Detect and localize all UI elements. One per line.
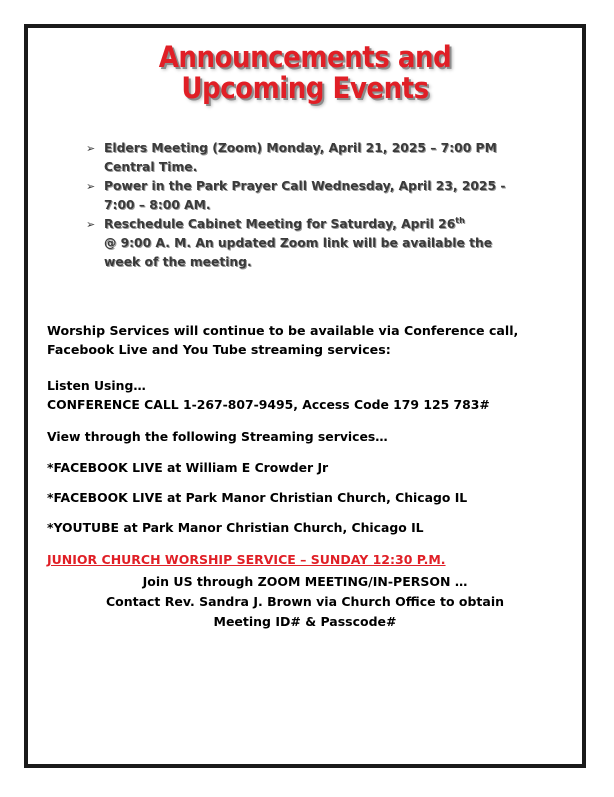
streaming-item-facebook-crowder: *FACEBOOK LIVE at William E Crowder Jr bbox=[47, 460, 329, 475]
worship-notice bbox=[47, 321, 577, 359]
announcement-item bbox=[86, 177, 556, 215]
announcement-line: week of the meeting. bbox=[104, 255, 252, 269]
announcement-line: 7:00 – 8:00 AM. bbox=[104, 198, 211, 212]
announcement-item bbox=[86, 139, 556, 177]
arrow-bullet-icon: ➢ bbox=[86, 180, 96, 193]
junior-line: Meeting ID# & Passcode# bbox=[213, 614, 397, 629]
conference-call-line: CONFERENCE CALL 1-267-807-9495, Access Code 179 125 783# bbox=[47, 397, 490, 412]
listen-heading: Listen Using… bbox=[47, 378, 146, 393]
announcement-list bbox=[86, 139, 556, 272]
ordinal-suffix: th bbox=[455, 215, 465, 225]
page-title-line-1: Announcements and bbox=[158, 40, 452, 74]
streaming-item-facebook-park-manor: *FACEBOOK LIVE at Park Manor Christian Church, Chicago IL bbox=[47, 490, 468, 505]
worship-line: Facebook Live and You Tube streaming services: bbox=[47, 342, 391, 357]
junior-line: Contact Rev. Sandra J. Brown via Church Office to obtain bbox=[105, 594, 505, 609]
announcement-line bbox=[104, 215, 556, 234]
junior-line: Join US through ZOOM MEETING/IN-PERSON … bbox=[142, 574, 468, 589]
page-title bbox=[28, 42, 582, 104]
announcement-line: @ 9:00 A. M. An updated Zoom link will be available the bbox=[104, 236, 493, 250]
announcement-line: Elders Meeting (Zoom) Monday, April 21, 2025 – 7:00 PM bbox=[104, 141, 497, 155]
streaming-item-youtube-park-manor: *YOUTUBE at Park Manor Christian Church, Chicago IL bbox=[47, 520, 424, 535]
worship-line: Worship Services will continue to be available via Conference call, bbox=[47, 323, 519, 338]
page-title-line-2: Upcoming Events bbox=[181, 71, 429, 105]
junior-church-details bbox=[28, 572, 582, 632]
announcement-item bbox=[86, 215, 556, 272]
streaming-heading: View through the following Streaming services… bbox=[47, 429, 388, 444]
announcement-text: Reschedule Cabinet Meeting for Saturday, April 26 bbox=[104, 217, 456, 231]
listen-section bbox=[47, 376, 577, 414]
announcement-line: Central Time. bbox=[104, 160, 198, 174]
arrow-bullet-icon: ➢ bbox=[86, 218, 96, 231]
junior-church-title: JUNIOR CHURCH WORSHIP SERVICE – SUNDAY 12:30 P.M. bbox=[47, 552, 446, 567]
announcement-line: Power in the Park Prayer Call Wednesday, April 23, 2025 - bbox=[104, 179, 506, 193]
arrow-bullet-icon: ➢ bbox=[86, 142, 96, 155]
announcement-page bbox=[24, 24, 586, 768]
